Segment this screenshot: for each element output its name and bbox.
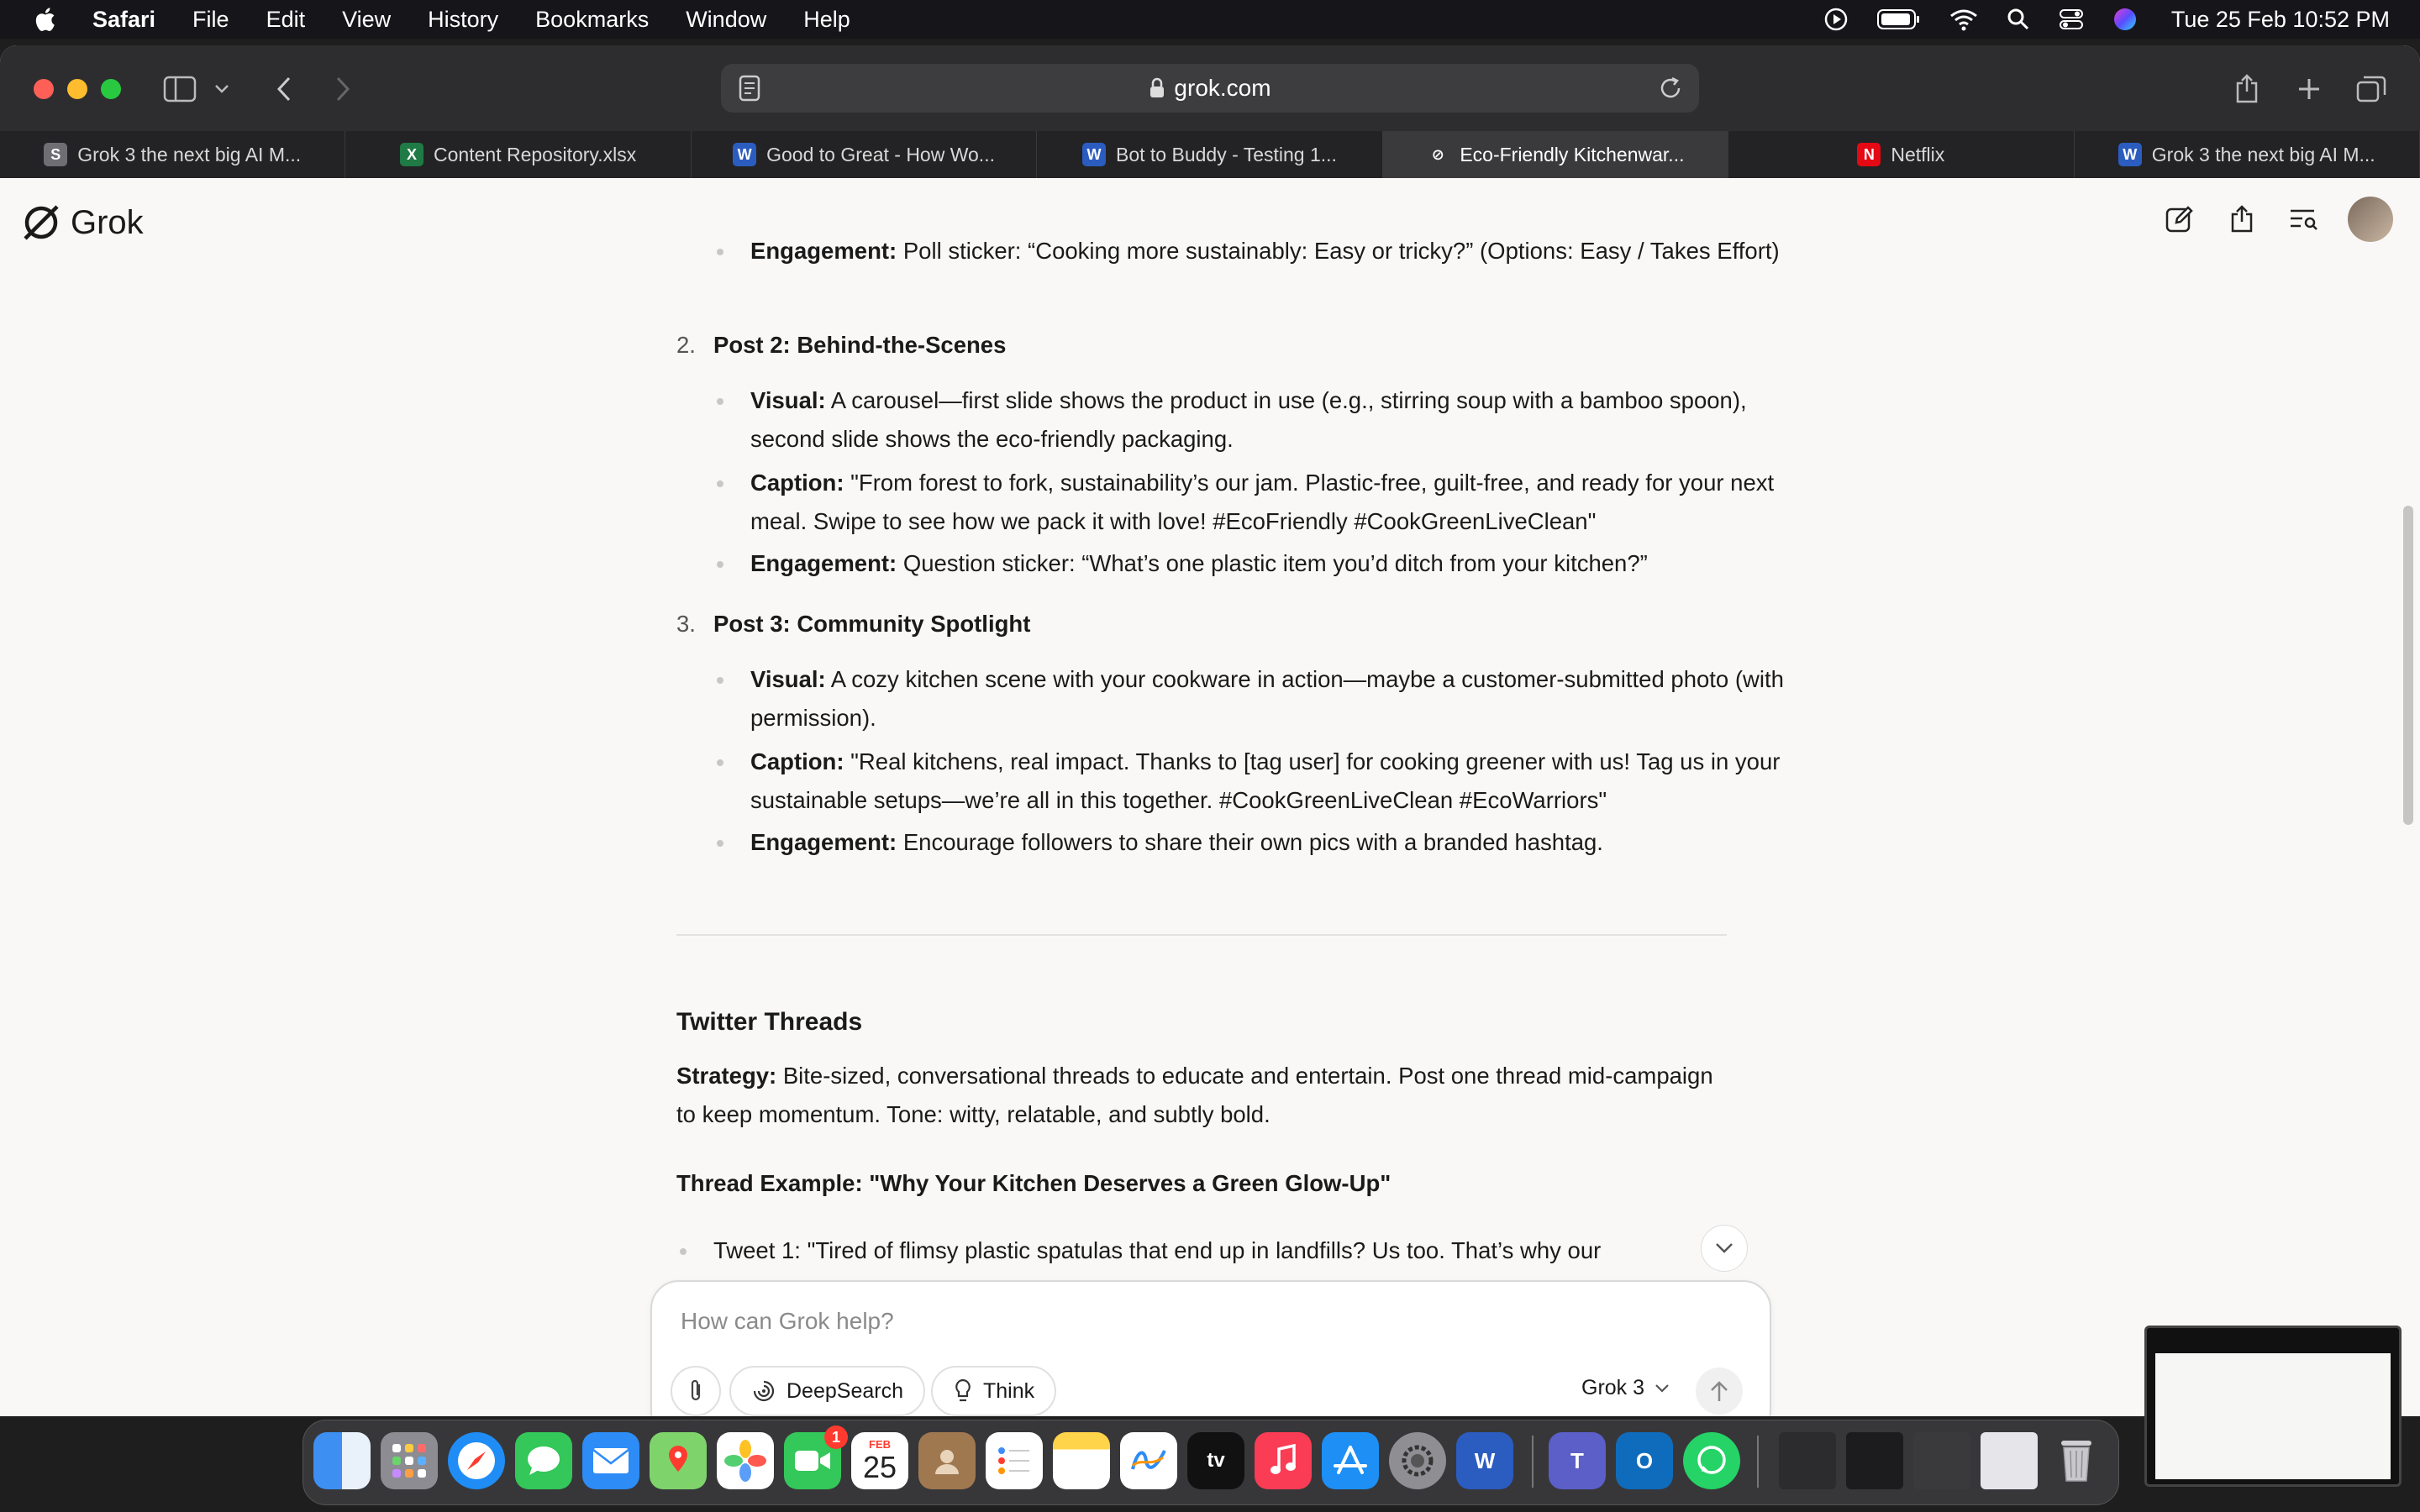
list-item: Tweet 1: "Tired of flimsy plastic spatulas that end up in landfills? Us too. That’s why our <box>676 1231 1727 1270</box>
calendar-day: 25 <box>862 1450 897 1484</box>
tab-grok-3-article[interactable] <box>0 131 345 178</box>
list-item <box>676 605 1764 643</box>
forward-arrow-icon[interactable] <box>324 71 361 108</box>
play-icon[interactable] <box>1823 7 1849 32</box>
browser-toolbar <box>0 45 2420 131</box>
close-window-button[interactable] <box>34 79 54 99</box>
system-settings-icon[interactable] <box>1389 1432 1446 1489</box>
item-label: Engagement: <box>750 829 897 855</box>
apple-logo-icon[interactable] <box>32 5 60 34</box>
minimized-window-thumbnail[interactable] <box>1779 1432 1836 1489</box>
tab-overview-icon[interactable] <box>2353 71 2390 108</box>
netflix-icon: N <box>1857 143 1881 166</box>
battery-icon[interactable] <box>1877 8 1921 30</box>
deepsearch-label: DeepSearch <box>786 1378 903 1403</box>
strategy-paragraph <box>676 1057 1727 1134</box>
music-icon[interactable] <box>1255 1432 1312 1489</box>
chevron-down-icon <box>1655 1383 1670 1394</box>
spotlight-search-icon[interactable] <box>2007 8 2030 31</box>
contacts-icon[interactable] <box>918 1432 976 1489</box>
tab-grok-3-document[interactable] <box>2075 131 2420 178</box>
thread-example-title: Thread Example: "Why Your Kitchen Deserves a Green Glow-Up" <box>676 1170 1392 1196</box>
trash-icon[interactable] <box>2048 1432 2105 1489</box>
dock-separator <box>1532 1436 1534 1488</box>
item-text: Poll sticker: “Cooking more sustainably: Easy or tricky?” (Options: Easy / Takes Effort) <box>897 238 1780 264</box>
item-text: Encourage followers to share their own pics with a branded hashtag. <box>897 829 1603 855</box>
page-scrollbar[interactable] <box>2403 506 2413 825</box>
new-tab-icon[interactable] <box>2291 71 2328 108</box>
microsoft-teams-icon[interactable]: T <box>1549 1432 1606 1489</box>
siri-icon[interactable] <box>2112 7 2138 32</box>
section-heading: Twitter Threads <box>676 1008 863 1036</box>
tab-label: Good to Great - How Wo... <box>766 143 995 165</box>
paperclip-icon <box>687 1378 704 1404</box>
tab-label: Bot to Buddy - Testing 1... <box>1116 143 1337 165</box>
list-item <box>676 381 1801 459</box>
launchpad-icon[interactable] <box>381 1432 438 1489</box>
status-area <box>1823 0 2390 39</box>
item-title: Post 3: Community Spotlight <box>713 611 1031 637</box>
item-text: "From forest to fork, sustainability’s our jam. Plastic-free, guilt-free, and ready for your next meal. Swipe to see how we pack it with love! #EcoFriendly #CookGreenLiveClean" <box>750 470 1775 534</box>
word-icon: W <box>733 143 756 166</box>
send-button[interactable] <box>1696 1368 1743 1415</box>
chat-composer <box>650 1280 1771 1416</box>
prompt-input[interactable] <box>679 1304 1691 1339</box>
history-search-icon[interactable] <box>2286 201 2323 238</box>
grok-favicon-icon: ⊘ <box>1431 145 1444 163</box>
tab-label: Grok 3 the next big AI M... <box>2151 143 2375 165</box>
menu-app-name[interactable]: Safari <box>92 6 156 32</box>
menu-file[interactable]: File <box>192 6 229 32</box>
preview-content <box>2155 1353 2391 1479</box>
think-label: Think <box>983 1378 1035 1403</box>
tab-content-repository[interactable] <box>345 131 691 178</box>
safari-window <box>0 45 2420 1416</box>
item-label: Caption: <box>750 470 844 496</box>
tab-label: Grok 3 the next big AI M... <box>77 143 302 165</box>
list-item <box>676 544 1801 583</box>
user-avatar[interactable] <box>2348 197 2393 242</box>
sidebar-toggle-icon[interactable] <box>161 71 198 108</box>
model-label: Grok 3 <box>1581 1376 1645 1399</box>
page-actions <box>2161 197 2393 242</box>
minimize-window-button[interactable] <box>67 79 87 99</box>
lightbulb-icon <box>953 1378 973 1404</box>
menu-bookmarks[interactable]: Bookmarks <box>535 6 650 32</box>
apple-tv-label: tv <box>1207 1449 1225 1472</box>
list-item <box>676 232 1801 270</box>
item-text: A cozy kitchen scene with your cookware in action—maybe a customer-submitted photo (with permission). <box>750 666 1784 731</box>
deepsearch-icon <box>751 1378 776 1404</box>
attach-button[interactable] <box>671 1366 721 1416</box>
microsoft-outlook-icon[interactable]: O <box>1616 1432 1673 1489</box>
facetime-icon[interactable] <box>784 1428 841 1489</box>
clock[interactable]: Tue 25 Feb 10:52 PM <box>2170 6 2390 32</box>
new-chat-icon[interactable] <box>2161 201 2198 238</box>
reader-view-icon[interactable] <box>738 74 763 102</box>
finder-icon[interactable] <box>313 1432 371 1489</box>
grok-logo-icon <box>20 202 62 244</box>
minimized-window-thumbnail[interactable] <box>1981 1432 2038 1489</box>
minimized-window-thumbnail[interactable] <box>1913 1432 1970 1489</box>
grok-page <box>0 178 2420 1416</box>
tab-good-to-great[interactable] <box>692 131 1037 178</box>
photos-icon[interactable] <box>717 1432 774 1489</box>
list-item <box>676 326 1764 365</box>
item-text: Question sticker: “What’s one plastic item you’d ditch from your kitchen?” <box>897 550 1648 576</box>
list-number: 2. <box>676 332 696 358</box>
list-item <box>676 464 1801 541</box>
address-bar[interactable] <box>721 64 1699 113</box>
reload-icon[interactable] <box>1657 74 1684 102</box>
dock-separator <box>1757 1436 1759 1488</box>
freeform-icon[interactable] <box>1120 1432 1177 1489</box>
notes-icon[interactable] <box>1053 1432 1110 1489</box>
section-divider <box>676 934 1727 936</box>
menu-view[interactable]: View <box>342 6 392 32</box>
tab-label: Eco-Friendly Kitchenwar... <box>1460 143 1685 165</box>
screenshot-preview-thumbnail[interactable] <box>2144 1326 2402 1487</box>
list-number: 3. <box>676 611 696 637</box>
zoom-window-button[interactable] <box>101 79 121 99</box>
tab-bot-to-buddy[interactable] <box>1037 131 1382 178</box>
calendar-icon[interactable] <box>851 1432 908 1489</box>
maps-icon[interactable] <box>650 1432 707 1489</box>
excel-icon: X <box>400 143 424 166</box>
item-label: Engagement: <box>750 238 897 264</box>
back-arrow-icon[interactable] <box>266 71 302 108</box>
tab-label: Netflix <box>1891 143 1945 165</box>
chevron-down-icon[interactable] <box>208 71 235 108</box>
messages-icon[interactable] <box>515 1432 572 1489</box>
item-label: Visual: <box>750 666 826 692</box>
deepsearch-button[interactable] <box>729 1366 925 1416</box>
chevron-down-icon <box>1715 1242 1733 1254</box>
tab-label: Content Repository.xlsx <box>434 143 637 165</box>
share-icon[interactable] <box>2228 71 2265 108</box>
model-selector[interactable] <box>1581 1376 1670 1400</box>
menu-window[interactable]: Window <box>686 6 767 32</box>
share-chat-icon[interactable] <box>2223 201 2260 238</box>
item-text: A carousel—first slide shows the product in use (e.g., stirring soup with a bamboo spoon), second slide shows the eco-friendly packaging. <box>750 387 1747 452</box>
tab-eco-friendly-kitchenware[interactable] <box>1383 131 1728 178</box>
microsoft-word-icon[interactable]: W <box>1456 1432 1513 1489</box>
whatsapp-icon[interactable] <box>1683 1432 1740 1489</box>
wifi-icon[interactable] <box>1949 8 1978 31</box>
tab-bar <box>0 131 2420 178</box>
grok-logo[interactable] <box>20 202 144 244</box>
apple-tv-icon[interactable] <box>1187 1432 1244 1489</box>
word-icon: W <box>2118 143 2142 166</box>
item-label: Visual: <box>750 387 826 413</box>
tab-favicon: S <box>44 143 67 166</box>
item-text: Bite-sized, conversational threads to educate and entertain. Post one thread mid-campaign to keep momentum. Tone: witty, relatable, and subtly bold. <box>676 1063 1713 1127</box>
menu-history[interactable]: History <box>428 6 499 32</box>
menu-help[interactable]: Help <box>803 6 850 32</box>
control-center-icon[interactable] <box>2059 8 2084 31</box>
think-button[interactable] <box>931 1366 1056 1416</box>
menu-bar <box>0 0 2420 39</box>
list-item <box>676 660 1801 738</box>
safari-icon[interactable] <box>448 1432 505 1489</box>
url-text[interactable]: grok.com <box>1174 75 1271 101</box>
reminders-icon[interactable] <box>986 1432 1043 1489</box>
item-label: Strategy: <box>676 1063 777 1089</box>
logo-text: Grok <box>71 203 144 241</box>
list-item <box>676 823 1801 862</box>
arrow-up-icon <box>1709 1379 1729 1403</box>
notification-badge: 1 <box>824 1425 848 1449</box>
tab-netflix[interactable] <box>1728 131 2074 178</box>
item-title: Post 2: Behind-the-Scenes <box>713 332 1007 358</box>
menu-edit[interactable]: Edit <box>266 6 306 32</box>
item-label: Engagement: <box>750 550 897 576</box>
item-label: Caption: <box>750 748 844 774</box>
list-item <box>676 743 1801 820</box>
item-text: "Real kitchens, real impact. Thanks to [tag user] for cooking greener with us! Tag us in your sustainable setups—we’re all in this together. #CookGreenLiveClean #EcoWarriors" <box>750 748 1781 813</box>
app-store-icon[interactable] <box>1322 1432 1379 1489</box>
mail-icon[interactable] <box>582 1432 639 1489</box>
lock-icon <box>1149 77 1165 99</box>
scroll-to-bottom-button[interactable] <box>1701 1225 1748 1272</box>
minimized-window-thumbnail[interactable] <box>1846 1432 1903 1489</box>
word-icon: W <box>1082 143 1106 166</box>
dock <box>302 1420 2119 1505</box>
calendar-month: FEB <box>869 1438 891 1451</box>
